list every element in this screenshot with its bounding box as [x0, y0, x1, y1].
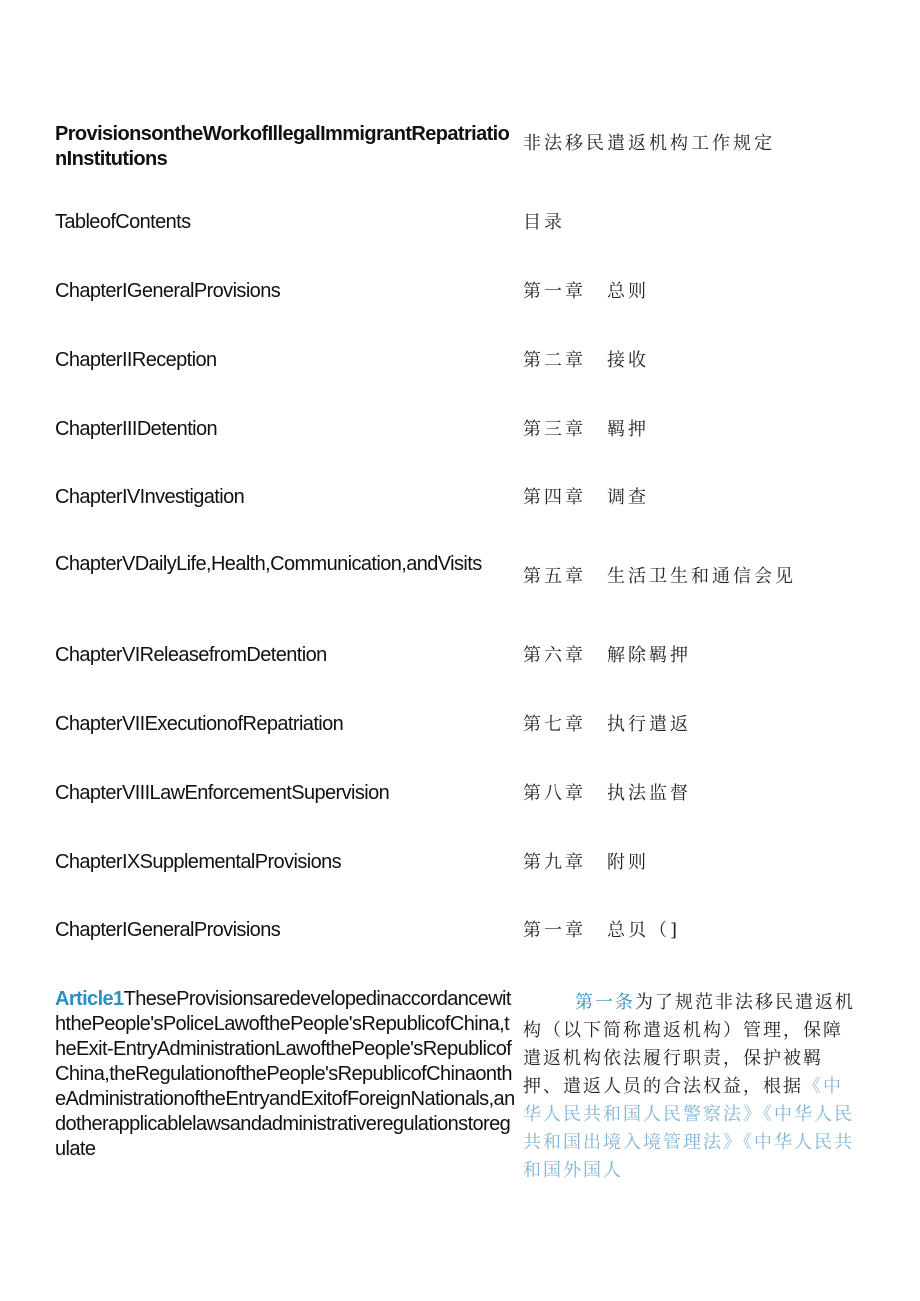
- chapter-8-zh: 第八章 执法监督: [523, 783, 691, 804]
- chapter-6-zh: 第六章 解除羁押: [523, 645, 691, 666]
- section-heading-zh: 第一章 总贝（]: [523, 920, 681, 941]
- article-1-label-en: Article1: [55, 988, 124, 1010]
- chapter-4-en: ChapterIVInvestigation: [55, 486, 245, 508]
- article-1-zh: [523, 989, 859, 1185]
- section-heading-en: ChapterIGeneralProvisions: [55, 919, 281, 941]
- chapter-3-zh: 第三章 羁押: [523, 419, 649, 440]
- title-zh: 非法移民遣返机构工作规定: [523, 133, 775, 154]
- chapter-5-en: ChapterVDailyLife,Health,Communication,andVisits: [55, 553, 482, 575]
- toc-heading-en: TableofContents: [55, 211, 191, 233]
- article-1-laws-zh: 《中华人民共和国人民警察法》《中华人民共和国出境入境管理法》《中华人民共和国外国人: [523, 1076, 854, 1181]
- chapter-9-en: ChapterIXSupplementalProvisions: [55, 851, 342, 873]
- chapter-2-en: ChapterIIReception: [55, 349, 217, 371]
- article-1-label-zh: 第一条: [575, 992, 635, 1013]
- chapter-5-zh: 第五章 生活卫生和通信会见: [523, 566, 796, 587]
- chapter-2-zh: 第二章 接收: [523, 350, 649, 371]
- article-1-body-en: TheseProvisionsaredevelopedinaccordancewiththePeople'sPoliceLawofthePeople'sRepublicofChina,theExit-EntryAdministrationLawofthePeople'sRepublicofChina,theRegulationofthePeople'sRepublicofChinaontheAdministrationoftheEntryandExitofForeignNationals,andotherapplicablelawsandadministrativeregulationstoregulate: [55, 988, 515, 1160]
- chapter-1-en: ChapterIGeneralProvisions: [55, 280, 281, 302]
- chapter-3-en: ChapterIIIDetention: [55, 418, 218, 440]
- chapter-6-en: ChapterVIReleasefromDetention: [55, 644, 327, 666]
- chapter-8-en: ChapterVIIILawEnforcementSupervision: [55, 782, 390, 804]
- chapter-1-zh: 第一章 总则: [523, 281, 649, 302]
- toc-heading-zh: 目录: [523, 212, 565, 233]
- article-1-en: [55, 987, 517, 1162]
- chapter-4-zh: 第四章 调查: [523, 487, 649, 508]
- chapter-7-zh: 第七章 执行遣返: [523, 714, 691, 735]
- chapter-9-zh: 第九章 附则: [523, 852, 649, 873]
- chapter-7-en: ChapterVIIExecutionofRepatriation: [55, 713, 344, 735]
- article-1-body-zh: 为了规范非法移民遣返机构（以下简称遣返机构）管理，保障遣返机构依法履行职责，保护被羁押、遣返人员的合法权益，根据: [523, 992, 855, 1097]
- title-en: ProvisionsontheWorkofIllegalImmigrantRepatriationInstitutions: [55, 123, 510, 170]
